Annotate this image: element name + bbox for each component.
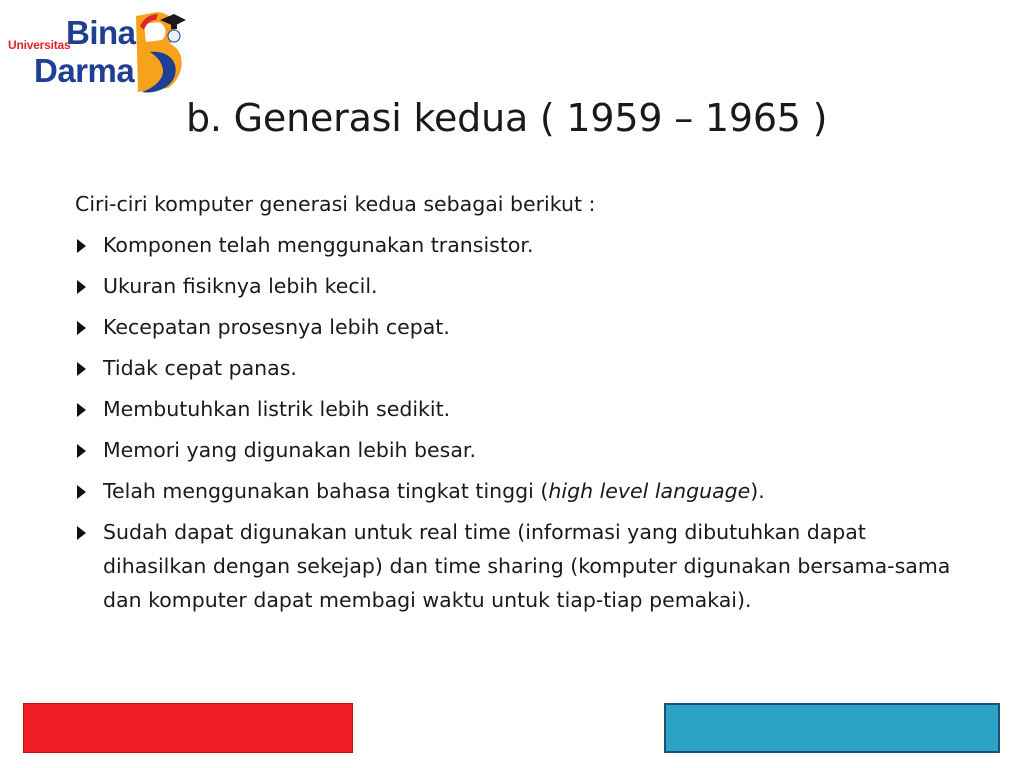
logo-mark-icon <box>130 6 188 98</box>
bullet-list <box>75 228 975 617</box>
triangle-right-icon <box>77 444 86 458</box>
list-item-text-post: ). <box>750 479 765 503</box>
list-item <box>75 228 975 262</box>
list-item-text: Komponen telah menggunakan transistor. <box>103 233 534 257</box>
triangle-right-icon <box>77 485 86 499</box>
list-item <box>75 310 975 344</box>
university-logo <box>6 4 188 98</box>
list-item-text: Membutuhkan listrik lebih sedikit. <box>103 397 451 421</box>
list-item-text-pre: Telah menggunakan bahasa tingkat tinggi ( <box>103 479 549 503</box>
triangle-right-icon <box>77 280 86 294</box>
footer-red-box <box>23 703 353 753</box>
list-item <box>75 269 975 303</box>
list-item-text: Ukuran fisiknya lebih kecil. <box>103 274 378 298</box>
list-item-text-emphasis: high level language <box>548 479 751 503</box>
list-item-text: Kecepatan prosesnya lebih cepat. <box>103 315 450 339</box>
logo-line1: Bina <box>66 14 136 51</box>
list-item <box>75 433 975 467</box>
list-item <box>75 474 975 508</box>
triangle-right-icon <box>77 526 86 540</box>
list-item <box>75 351 975 385</box>
slide-title: b. Generasi kedua ( 1959 – 1965 ) <box>186 96 828 140</box>
logo-line2: Darma <box>34 52 135 89</box>
triangle-right-icon <box>77 321 86 335</box>
list-item <box>75 515 975 617</box>
slide-body <box>75 187 975 624</box>
triangle-right-icon <box>77 403 86 417</box>
intro-text: Ciri-ciri komputer generasi kedua sebagai berikut : <box>75 192 596 216</box>
triangle-right-icon <box>77 362 86 376</box>
list-item-text: Memori yang digunakan lebih besar. <box>103 438 476 462</box>
footer-blue-box <box>664 703 1000 753</box>
list-item-text: Sudah dapat digunakan untuk real time (informasi yang dibutuhkan dapat dihasilkan dengan sekejap) dan time sharing (komputer digunakan bersama-sama dan komputer dapat membagi waktu untuk tiap-tiap pemakai). <box>103 520 951 612</box>
triangle-right-icon <box>77 239 86 253</box>
list-item <box>75 392 975 426</box>
logo-prefix: Universitas <box>8 38 71 52</box>
list-item-text: Tidak cepat panas. <box>103 356 297 380</box>
